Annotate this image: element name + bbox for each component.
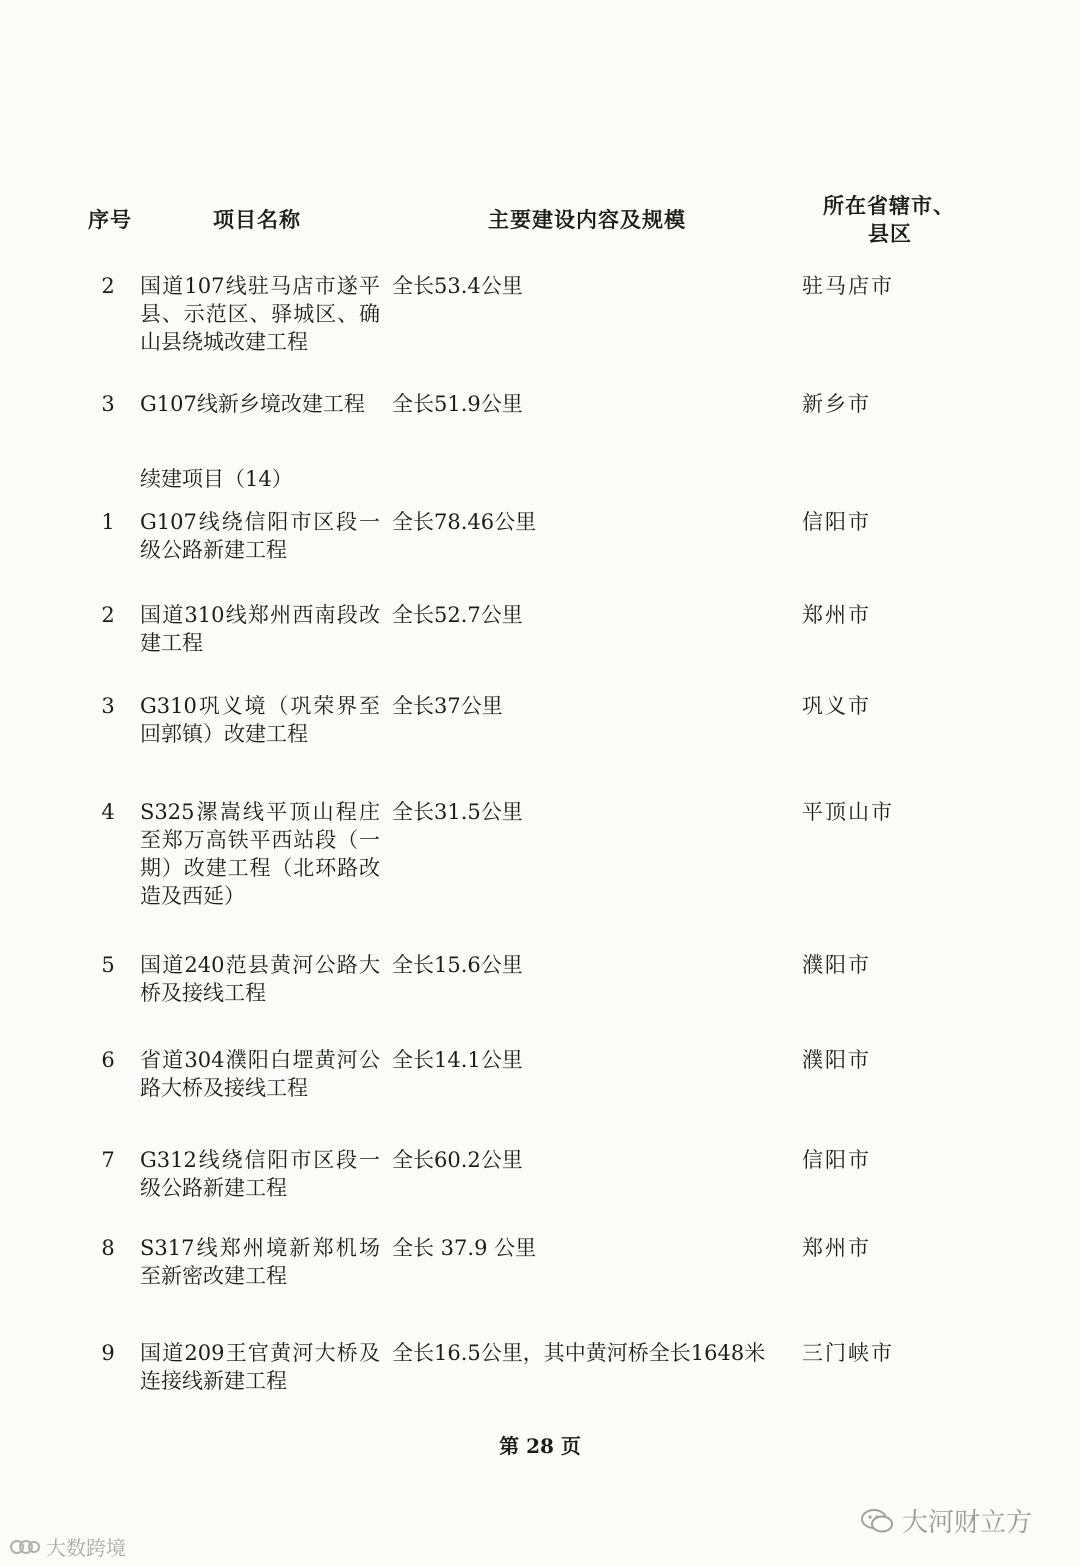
header-location-line1: 所在省辖市、 (823, 193, 955, 218)
watermark-right-text: 大河财立方 (902, 1508, 1033, 1538)
row-num: 9 (101, 1341, 115, 1365)
row-name: 国道310线郑州西南段改建工程 (140, 603, 380, 655)
header-num: 序号 (88, 207, 132, 232)
row-location: 三门峡市 (802, 1341, 894, 1365)
row-scale: 全长53.4公里 (392, 274, 523, 298)
row-scale: 全长78.46公里 (392, 510, 537, 534)
row-scale: 全长37公里 (392, 694, 503, 718)
row-name: 省道304濮阳白堽黄河公路大桥及接线工程 (140, 1048, 380, 1100)
row-num: 7 (101, 1148, 115, 1172)
row-name: S325漯嵩线平顶山程庄至郑万高铁平西站段（一期）改建工程（北环路改造及西延） (140, 800, 380, 908)
row-num: 4 (101, 800, 115, 824)
row-name: 国道240范县黄河公路大桥及接线工程 (140, 953, 380, 1005)
page-number: 第 28 页 (499, 1434, 581, 1458)
row-location: 驻马店市 (802, 274, 894, 298)
watermark-right (860, 1502, 1032, 1539)
row-name: 国道107线驻马店市遂平县、示范区、驿城区、确山县绕城改建工程 (140, 274, 380, 354)
row-scale: 全长31.5公里 (392, 800, 523, 824)
row-name: G107线绕信阳市区段一级公路新建工程 (140, 510, 380, 562)
row-name: G107线新乡境改建工程 (140, 392, 365, 416)
header-scale: 主要建设内容及规模 (488, 207, 686, 232)
row-name: G310巩义境（巩荣界至回郭镇）改建工程 (140, 694, 380, 746)
row-name: G312线绕信阳市区段一级公路新建工程 (140, 1148, 380, 1200)
row-location: 濮阳市 (802, 1048, 871, 1072)
row-location: 濮阳市 (802, 953, 871, 977)
row-num: 1 (101, 510, 115, 534)
row-num: 2 (101, 603, 115, 627)
row-scale: 全长16.5公里，其中黄河桥全长1648米 (392, 1341, 766, 1365)
row-num: 5 (101, 953, 115, 977)
row-scale: 全长60.2公里 (392, 1148, 523, 1172)
row-location: 巩义市 (802, 694, 871, 718)
row-location: 新乡市 (802, 392, 871, 416)
section-title: 续建项目（14） (140, 467, 293, 491)
row-num: 3 (101, 694, 115, 718)
row-num: 6 (101, 1048, 115, 1072)
row-location: 信阳市 (802, 510, 871, 534)
row-location: 平顶山市 (802, 800, 894, 824)
watermark-left-text: 大数跨境 (46, 1536, 126, 1560)
row-num: 2 (101, 274, 115, 298)
row-num: 3 (101, 392, 115, 416)
row-scale: 全长51.9公里 (392, 392, 523, 416)
row-name: S317线郑州境新郑机场至新密改建工程 (140, 1236, 380, 1288)
row-scale: 全长14.1公里 (392, 1048, 523, 1072)
row-location: 郑州市 (802, 603, 871, 627)
row-scale: 全长 37.9 公里 (392, 1236, 537, 1260)
row-scale: 全长52.7公里 (392, 603, 523, 627)
header-location-line2: 县区 (868, 221, 912, 246)
row-scale: 全长15.6公里 (392, 953, 523, 977)
header-name: 项目名称 (213, 207, 301, 232)
row-num: 8 (101, 1236, 115, 1260)
row-location: 郑州市 (802, 1236, 871, 1260)
row-name: 国道209王官黄河大桥及连接线新建工程 (140, 1341, 380, 1393)
wechat-icon (860, 1508, 894, 1534)
row-location: 信阳市 (802, 1148, 871, 1172)
logo-rings-icon (10, 1536, 40, 1558)
watermark-left (10, 1532, 126, 1561)
